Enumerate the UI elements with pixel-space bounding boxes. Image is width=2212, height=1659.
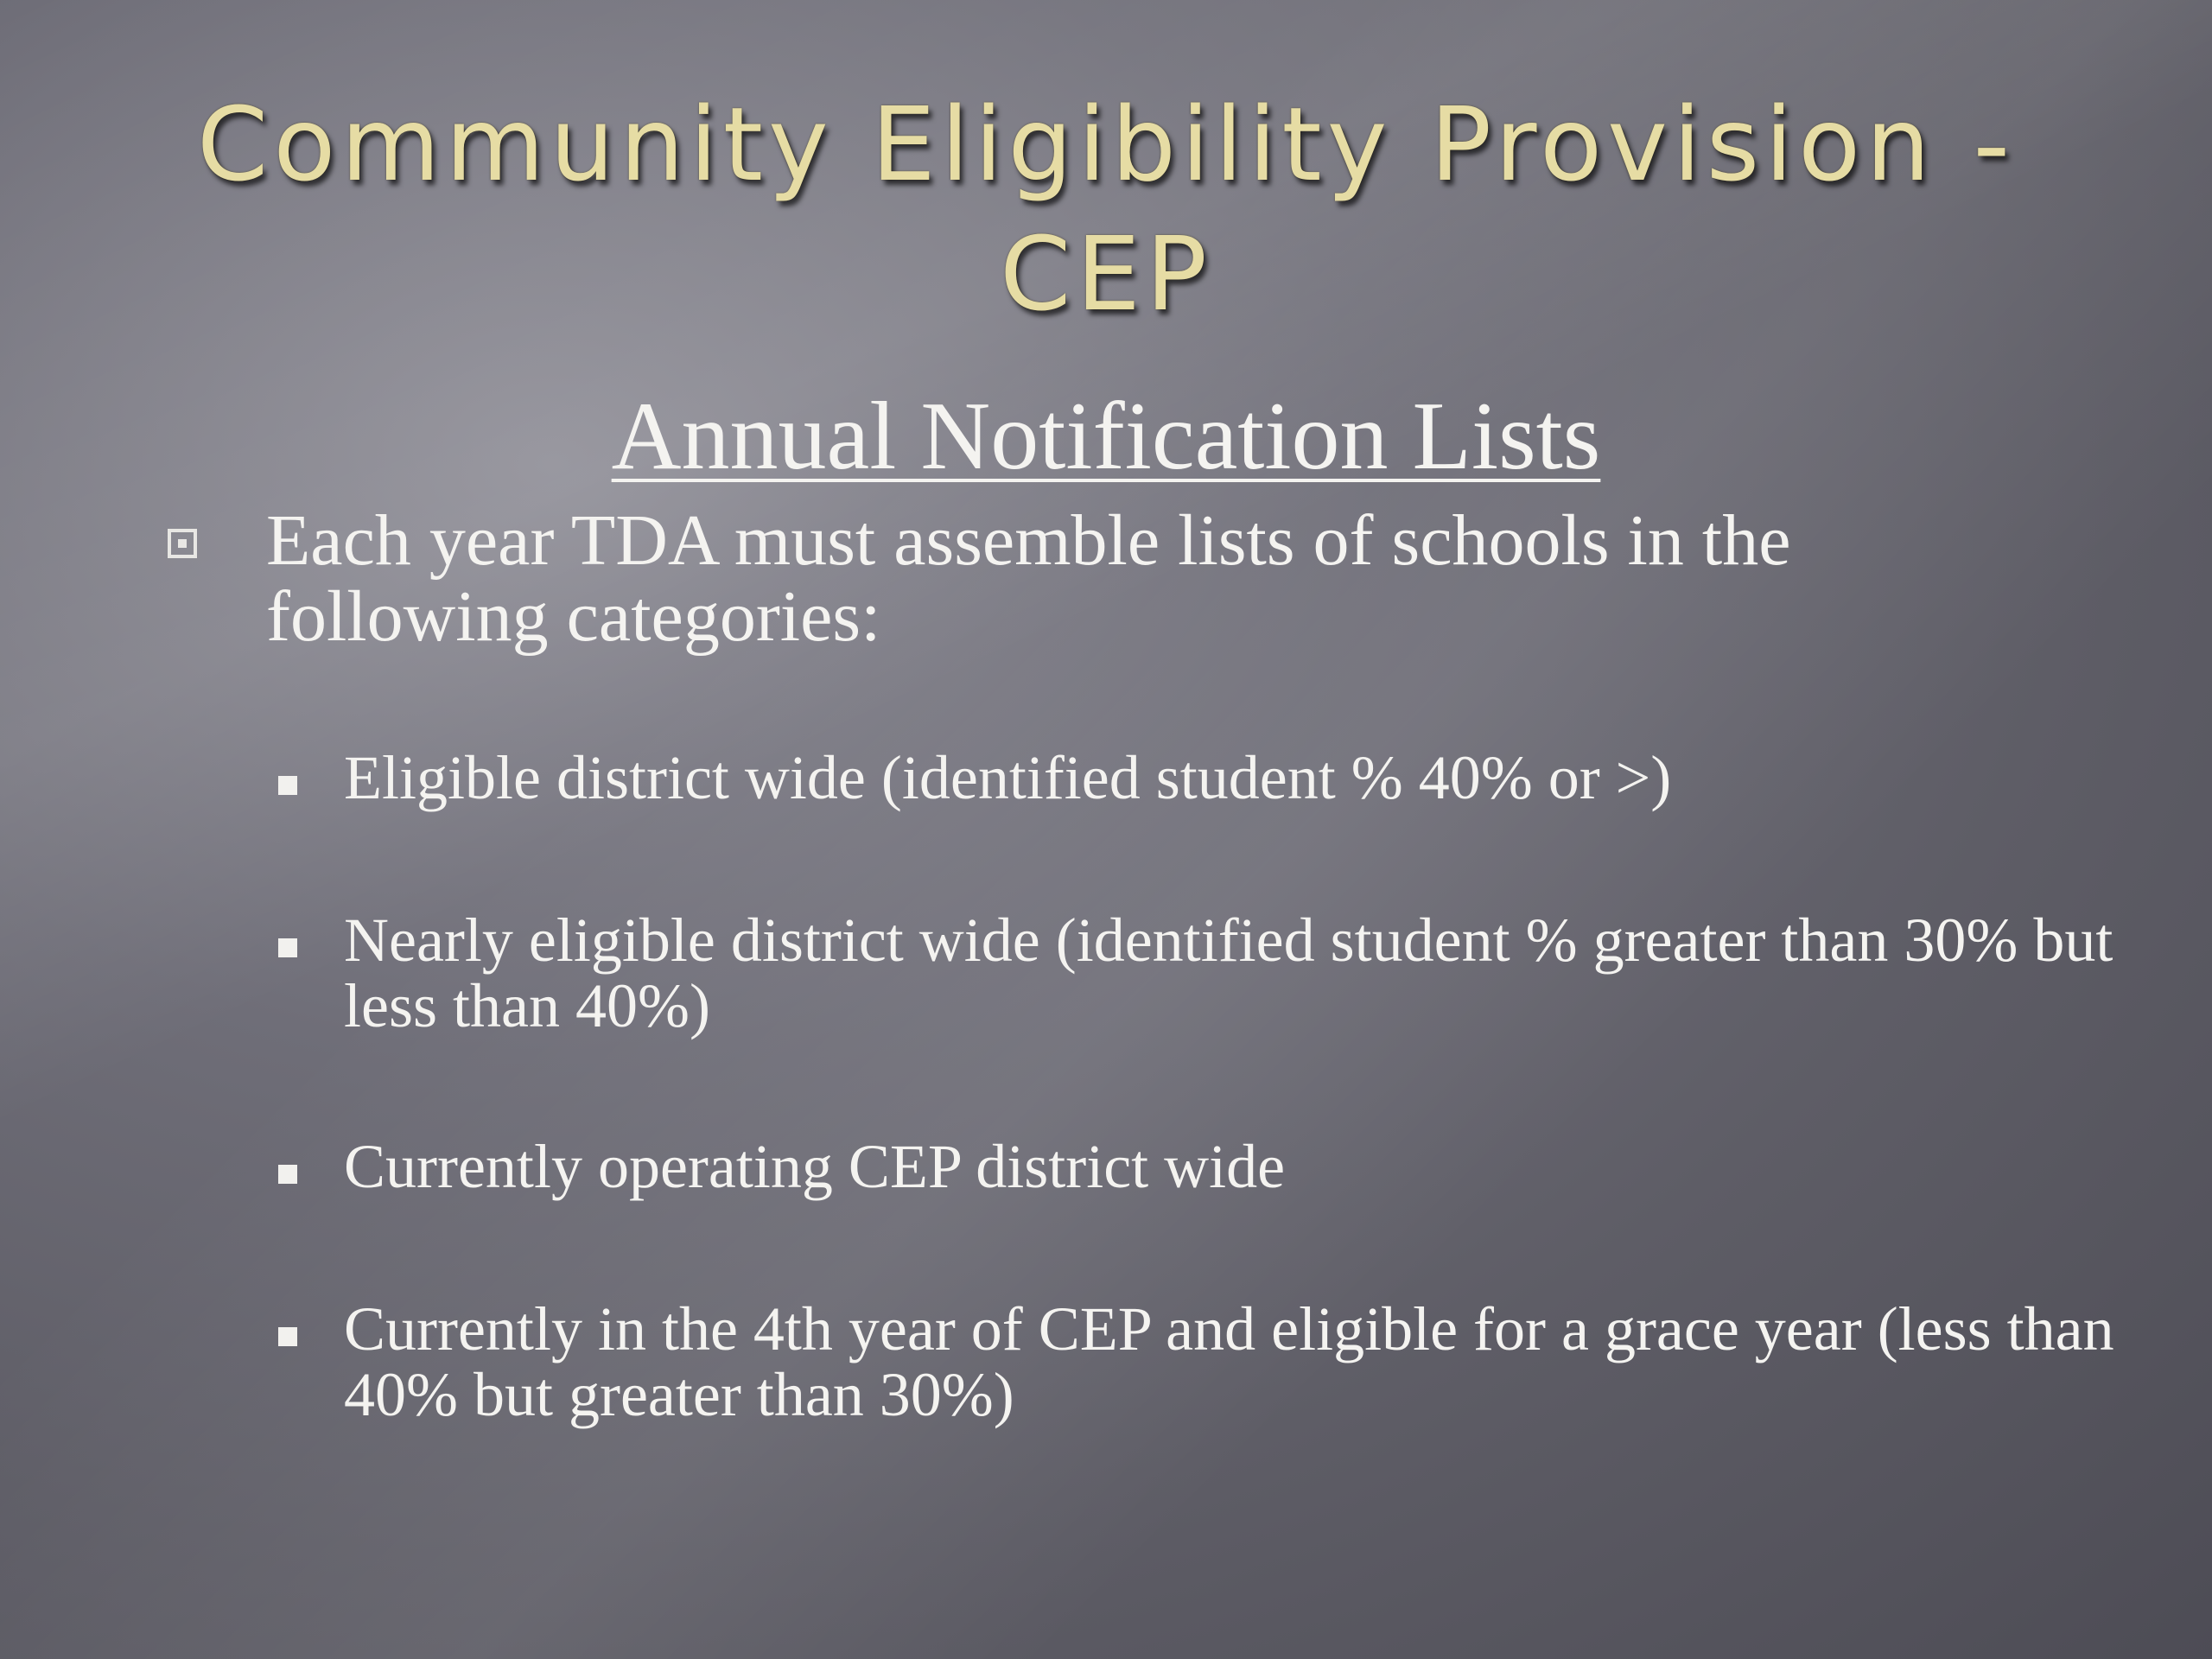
slide-subtitle <box>0 380 2212 493</box>
main-bullet-text: Each year TDA must assemble lists of schools in the following categories: <box>266 500 1791 657</box>
slide-title-line-1: Community Eligibility Provision - <box>196 85 2016 204</box>
square-bullet-icon <box>278 1165 297 1184</box>
list-item <box>273 1134 2131 1199</box>
category-text: Currently operating CEP district wide <box>344 1132 1286 1201</box>
square-bullet-icon <box>278 776 297 795</box>
list-item <box>273 1296 2131 1427</box>
list-item <box>273 745 2131 810</box>
category-text: Nearly eligible district wide (identified student % greater than 30% but less than 40%) <box>344 906 2113 1040</box>
slide-title <box>0 79 2212 339</box>
square-bullet-icon <box>278 938 297 957</box>
category-text: Currently in the 4th year of CEP and eligible for a grace year (less than 40% but greater than 30%) <box>344 1294 2114 1429</box>
square-bullet-icon <box>278 1327 297 1346</box>
slide-title-line-2: CEP <box>999 214 1213 334</box>
list-item <box>273 907 2131 1039</box>
main-bullet-item <box>164 500 2065 657</box>
boxed-square-bullet-icon <box>168 529 197 558</box>
category-text: Eligible district wide (identified student % 40% or >) <box>344 743 1672 812</box>
slide-subtitle-text: Annual Notification Lists <box>611 383 1601 490</box>
